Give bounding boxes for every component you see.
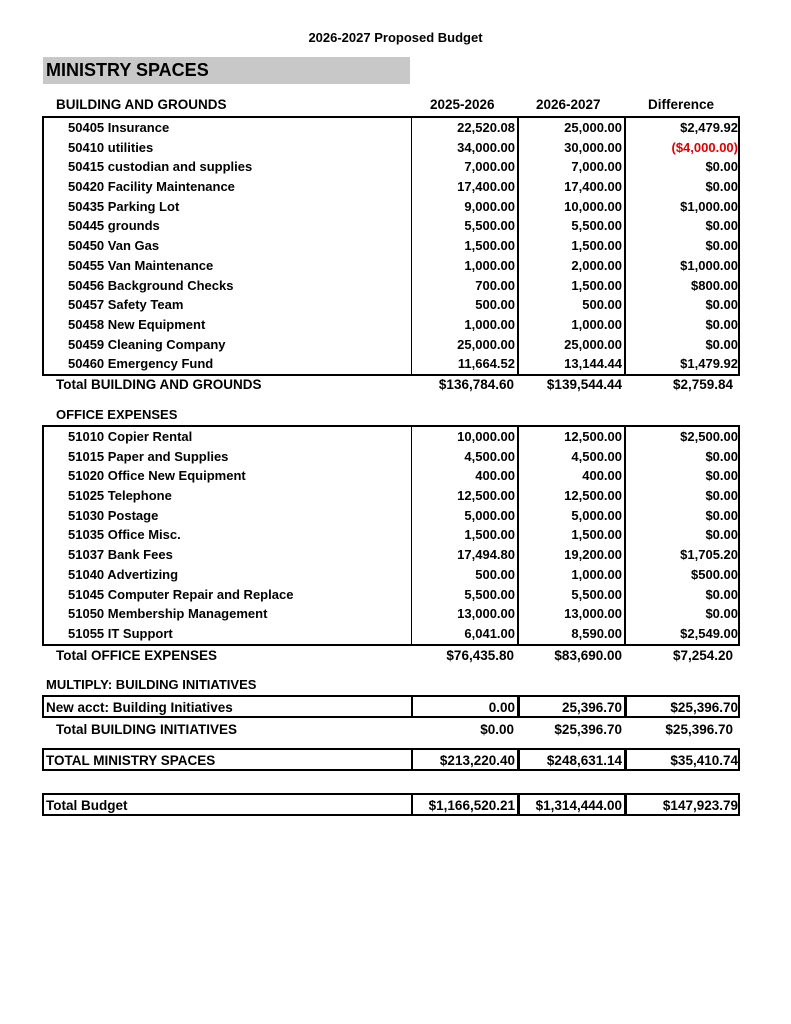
table-row [44, 466, 738, 486]
row-prev: 4,500.00 [411, 447, 518, 467]
row-label: 50460 Emergency Fund [68, 356, 214, 372]
row-prev: 0.00 [411, 697, 518, 716]
table-row [44, 236, 738, 256]
row-diff: $0.00 [625, 585, 740, 605]
row-diff: $800.00 [625, 276, 740, 296]
table-row [44, 315, 738, 335]
row-label: 51025 Telephone [68, 488, 172, 504]
row-label: TOTAL MINISTRY SPACES [46, 753, 216, 768]
row-label: 50405 Insurance [68, 120, 170, 135]
row-diff: $0.00 [625, 335, 740, 355]
total-next: $139,544.44 [546, 377, 622, 392]
row-next: 17,400.00 [518, 177, 625, 197]
total-diff: $7,254.20 [672, 648, 733, 663]
row-next: 8,590.00 [518, 624, 625, 644]
row-diff: $0.00 [625, 525, 740, 545]
total-prev: $76,435.80 [446, 648, 514, 663]
total-diff: $25,396.70 [665, 722, 733, 737]
row-diff: $0.00 [625, 447, 740, 467]
row-next: $248,631.14 [518, 750, 625, 769]
table-row [44, 157, 738, 177]
row-diff: $0.00 [625, 486, 740, 506]
row-diff: $35,410.74 [625, 750, 740, 769]
row-diff: $0.00 [625, 604, 740, 624]
row-prev: 12,500.00 [411, 486, 518, 506]
row-prev: 1,000.00 [411, 256, 518, 276]
row-prev: 500.00 [411, 565, 518, 585]
table-row [44, 624, 738, 644]
row-prev: 1,000.00 [411, 315, 518, 335]
row-prev: 17,400.00 [411, 177, 518, 197]
row-prev: 5,000.00 [411, 506, 518, 526]
row-prev: 34,000.00 [411, 138, 518, 158]
row-diff: $0.00 [625, 315, 740, 335]
row-label: 51015 Paper and Supplies [68, 448, 229, 464]
col-header-prev: 2025-2026 [430, 97, 495, 112]
table-row [44, 427, 738, 447]
table-row [44, 197, 738, 217]
col-header-diff: Difference [648, 97, 715, 112]
row-diff: $1,479.92 [625, 354, 740, 374]
row-prev: 1,500.00 [411, 525, 518, 545]
row-next: 10,000.00 [518, 197, 625, 217]
row-diff: $0.00 [625, 295, 740, 315]
row-next: 1,500.00 [518, 276, 625, 296]
row-next: 12,500.00 [518, 427, 625, 447]
row-label: 50457 Safety Team [68, 297, 184, 313]
total-label: Total OFFICE EXPENSES [56, 648, 218, 663]
row-prev: 25,000.00 [411, 335, 518, 355]
row-label: New acct: Building Initiatives [46, 700, 233, 715]
row-label: 51050 Membership Management [68, 606, 268, 622]
office-total-row [56, 646, 740, 666]
row-diff: $147,923.79 [625, 795, 740, 814]
budget-total-row [42, 793, 740, 816]
row-next: 13,144.44 [518, 354, 625, 374]
row-next: 500.00 [518, 295, 625, 315]
row-prev: 1,500.00 [411, 236, 518, 256]
row-prev: 5,500.00 [411, 216, 518, 236]
row-diff: $1,000.00 [625, 197, 740, 217]
row-label: 50445 grounds [68, 218, 160, 234]
row-prev: 22,520.08 [411, 118, 518, 138]
row-label: 51037 Bank Fees [68, 547, 173, 563]
row-label: 51010 Copier Rental [68, 429, 193, 444]
table-row [44, 545, 738, 565]
table-row [44, 335, 738, 355]
row-next: 19,200.00 [518, 545, 625, 565]
row-next: 1,500.00 [518, 236, 625, 256]
column-headers [0, 97, 791, 115]
row-diff: $2,500.00 [625, 427, 740, 447]
table-row [44, 486, 738, 506]
total-label: Total BUILDING INITIATIVES [56, 722, 237, 737]
office-heading: OFFICE EXPENSES [56, 407, 178, 422]
row-label: 51040 Advertizing [68, 566, 179, 582]
table-row [44, 256, 738, 276]
row-diff: ($4,000.00) [625, 138, 740, 158]
table-row [44, 177, 738, 197]
row-next: 12,500.00 [518, 486, 625, 506]
total-next: $25,396.70 [554, 722, 622, 737]
row-prev: 10,000.00 [411, 427, 518, 447]
row-label: 50458 New Equipment [68, 316, 206, 332]
row-next: 400.00 [518, 466, 625, 486]
initiatives-heading: MULTIPLY: BUILDING INITIATIVES [46, 677, 257, 692]
row-label: 50456 Background Checks [68, 277, 234, 293]
total-next: $83,690.00 [554, 648, 622, 663]
row-label: 51030 Postage [68, 507, 159, 523]
table-row [44, 565, 738, 585]
row-next: 1,000.00 [518, 565, 625, 585]
row-prev: 700.00 [411, 276, 518, 296]
row-prev: 17,494.80 [411, 545, 518, 565]
row-label: 50410 utilities [68, 139, 154, 155]
total-prev: $0.00 [480, 722, 514, 737]
row-next: 5,000.00 [518, 506, 625, 526]
row-diff: $0.00 [625, 466, 740, 486]
row-diff: $0.00 [625, 236, 740, 256]
row-diff: $0.00 [625, 506, 740, 526]
row-diff: $2,479.92 [625, 118, 740, 138]
row-next: 1,500.00 [518, 525, 625, 545]
row-label: 50459 Cleaning Company [68, 336, 226, 352]
table-row [44, 354, 738, 374]
row-prev: $1,166,520.21 [411, 795, 518, 814]
row-diff: $0.00 [625, 157, 740, 177]
row-label: 50450 Van Gas [68, 238, 160, 254]
ministry-total-row [42, 748, 740, 771]
row-label: 51045 Computer Repair and Replace [68, 586, 294, 602]
row-prev: 11,664.52 [411, 354, 518, 374]
row-next: 5,500.00 [518, 585, 625, 605]
table-row [44, 276, 738, 296]
table-row [44, 585, 738, 605]
row-next: 25,000.00 [518, 118, 625, 138]
row-diff: $0.00 [625, 177, 740, 197]
row-label: 50455 Van Maintenance [68, 257, 214, 273]
row-next: 4,500.00 [518, 447, 625, 467]
table-row [44, 447, 738, 467]
row-next: 7,000.00 [518, 157, 625, 177]
row-prev: $213,220.40 [411, 750, 518, 769]
row-prev: 5,500.00 [411, 585, 518, 605]
row-prev: 7,000.00 [411, 157, 518, 177]
row-next: 13,000.00 [518, 604, 625, 624]
row-diff: $1,705.20 [625, 545, 740, 565]
building-table [42, 116, 740, 376]
row-label: 51020 Office New Equipment [68, 468, 246, 484]
row-diff: $2,549.00 [625, 624, 740, 644]
row-diff: $0.00 [625, 216, 740, 236]
office-table [42, 425, 740, 646]
initiatives-row [42, 695, 740, 718]
total-label: Total BUILDING AND GROUNDS [56, 377, 262, 392]
table-row [44, 525, 738, 545]
row-label: 50435 Parking Lot [68, 198, 180, 214]
row-label: Total Budget [46, 798, 128, 813]
total-prev: $136,784.60 [438, 377, 514, 392]
row-label: 51035 Office Misc. [68, 527, 181, 543]
row-prev: 500.00 [411, 295, 518, 315]
row-prev: 6,041.00 [411, 624, 518, 644]
row-prev: 13,000.00 [411, 604, 518, 624]
table-row [44, 506, 738, 526]
row-next: 30,000.00 [518, 138, 625, 158]
initiatives-total-row [56, 720, 740, 740]
row-diff: $25,396.70 [625, 697, 740, 716]
row-next: $1,314,444.00 [518, 795, 625, 814]
table-row [44, 118, 738, 138]
row-prev: 400.00 [411, 466, 518, 486]
row-diff: $1,000.00 [625, 256, 740, 276]
row-diff: $500.00 [625, 565, 740, 585]
row-next: 25,396.70 [518, 697, 625, 716]
total-diff: $2,759.84 [672, 377, 733, 392]
row-prev: 9,000.00 [411, 197, 518, 217]
table-row [44, 604, 738, 624]
row-next: 25,000.00 [518, 335, 625, 355]
table-row [44, 295, 738, 315]
row-next: 2,000.00 [518, 256, 625, 276]
building-heading: BUILDING AND GROUNDS [56, 97, 227, 112]
table-row [44, 138, 738, 158]
document-title: 2026-2027 Proposed Budget [308, 30, 483, 45]
table-row [44, 216, 738, 236]
row-label: 50420 Facility Maintenance [68, 179, 235, 195]
col-header-next: 2026-2027 [536, 97, 601, 112]
row-next: 1,000.00 [518, 315, 625, 335]
row-label: 51055 IT Support [68, 625, 173, 641]
section-banner: MINISTRY SPACES [43, 57, 410, 84]
row-next: 5,500.00 [518, 216, 625, 236]
building-total-row [56, 375, 740, 395]
row-label: 50415 custodian and supplies [68, 159, 253, 175]
